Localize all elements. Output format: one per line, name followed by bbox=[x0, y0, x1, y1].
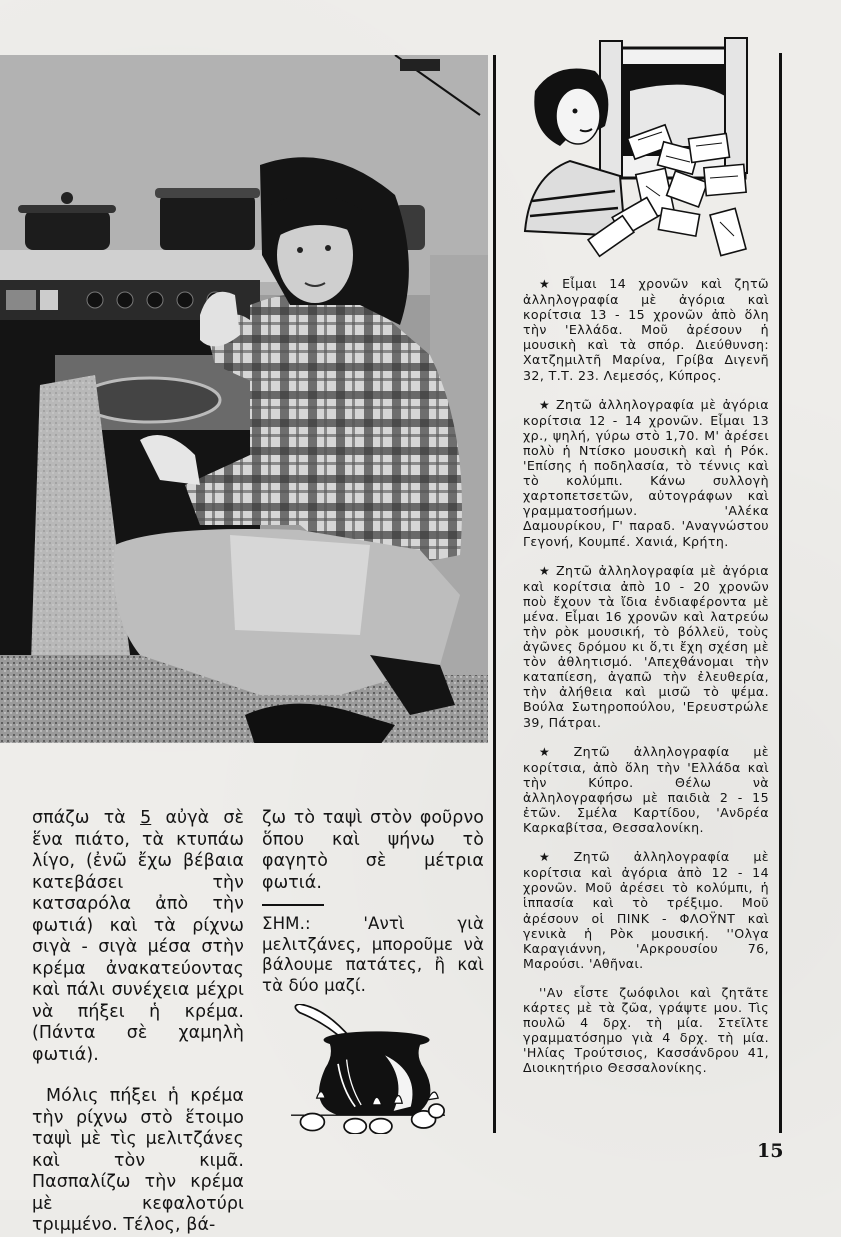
penpal-letter bbox=[523, 985, 769, 1076]
penpal-letter bbox=[523, 744, 769, 836]
star-icon: ★ bbox=[539, 744, 570, 759]
recipe-note bbox=[262, 914, 484, 996]
star-icon: ★ bbox=[539, 850, 570, 865]
letter-text: Ζητῶ ἀλληλογραφία μὲ κορίτσια καὶ ἀγόρια ἀπὸ 12 - 14 χρονῶν. Μοῦ ἀρέσει τὸ κολύμπι, ἡ ἱππασία καὶ τὸ τρέξιμο. Μοῦ ἀρέσουν οἱ ΠΙΝΚ - ΦΛΟΫΝΤ καὶ γενικὰ ἡ Ρὸκ μουσική. ''Ολγα Καραγιάννη, 'Αρκρουσίου 76, Μαρούσι. 'Αθῆναι. bbox=[523, 849, 769, 971]
cooking-pot-icon bbox=[278, 1004, 458, 1134]
star-icon: ★ bbox=[539, 397, 553, 412]
right-border-rule bbox=[779, 53, 782, 1133]
recipe-egg-count: 5 bbox=[140, 808, 152, 828]
note-separator bbox=[262, 904, 324, 906]
mailbox-illustration bbox=[520, 36, 765, 261]
letter-text: Εἶμαι 14 χρονῶν καὶ ζητῶ ἀλληλογραφία μὲ ἀγόρια καὶ κορίτσια 13 - 15 χρονῶν ἀπὸ ὅλη τὴν 'Ελλάδα. Μοῦ ἀρέσουν ἡ μουσικὴ καὶ τὰ σπόρ. Διεύθυνση: Χατζημιλτῆ Μαρίνα, Γρίβα Διγενῆ 32, Τ.Τ. 23. Λεμεσός, Κύπρος. bbox=[523, 276, 769, 383]
recipe-paragraph-3: ζω τὸ ταψὶ στὸν φοῦρνο ὅπου καὶ ψήνω τὸ φαγητὸ σὲ μέτρια φωτιά. bbox=[262, 808, 484, 893]
penpal-letter bbox=[523, 276, 769, 383]
letter-text: Ζητῶ ἀλληλογραφία μὲ ἀγόρια καὶ κορίτσια ἀπὸ 10 - 20 χρονῶν ποὺ ἔχουν τὰ ἴδια ἐνδιαφέροντα μὲ μένα. Εἶμαι 16 χρονῶν καὶ λατρεύω τὴν ρὸκ μουσική, τὸ βόλλεϋ, τοὺς ἀγῶνες δρόμου κι ὅ,τι ἔχη σχέση μὲ τὸν ἀθλητισμό. 'Απεχθάνομαι τὴν καταπίεση, ἀγαπῶ τὴν ἐλευθερία, τὴν ἀλήθεια καὶ μισῶ τὸ ψέμα. Βούλα Σωτηροπούλου, 'Ερευστρώλε 39, Πάτραι. bbox=[523, 562, 769, 730]
column-rule bbox=[493, 55, 496, 1133]
note-label: ΣΗΜ.: bbox=[262, 914, 311, 933]
letter-text: ''Αν εἶστε ζωόφιλοι καὶ ζητᾶτε κάρτες μὲ τὰ ζῶα, γράψτε μου. Τὶς πουλῶ 4 δρχ. τὴ μία. Στεῖλτε γραμματόσημο γιὰ 4 δρχ. τὴ μία. 'Ηλίας Τρούτσιος, Κασσάνδρου 41, Διοικητήριο Θεσσαλονίκης. bbox=[523, 984, 769, 1076]
letter-text: Ζητῶ ἀλληλογραφία μὲ ἀγόρια κορίτσια 12 - 14 χρονῶν. Εἶμαι 13 χρ., ψηλή, γύρω στὸ 1,70. Μ' ἀρέσει πολὺ ἡ Ντίσκο μουσικὴ καὶ ἡ Ρόκ. 'Επίσης ἡ ποδηλασία, τὸ τέννις καὶ τὸ κολύμπι. Κάνω συλλογὴ χαρτοπετσετῶν, αὐτογράφων καὶ γραμματοσήμων. 'Αλέκα Δαμουρίκου, Γ' παραδ. 'Αναγνώστου Γεγονή, Κουμπέ. Χανιά, Κρήτη. bbox=[523, 396, 769, 549]
penpal-letter bbox=[523, 397, 769, 549]
penpal-letter bbox=[523, 563, 769, 730]
letter-text: Ζητῶ ἀλληλογραφία μὲ κορίτσια, ἀπὸ ὅλη τὴν 'Ελλάδα καὶ τὴν Κύπρο. Θέλω νὰ ἀλληλογραφήσω μὲ παιδιὰ 2 - 15 ἐτῶν. Σμέλα Καρτίδου, 'Ανδρέα Καρκαβίτσα, Θεσσαλονίκη. bbox=[523, 743, 769, 836]
recipe-column-1 bbox=[32, 808, 244, 1237]
penpal-letter bbox=[523, 849, 769, 971]
recipe-paragraph-2: Μόλις πήξει ἡ κρέμα τὴν ρίχνω στὸ ἕτοιμο ταψὶ μὲ τὶς μελιτζάνες καὶ τὸν κιμᾶ. Πασπαλίζω τὴν κρέμα μὲ κεφαλοτύρι τριμμένο. Τέλος, βά- bbox=[32, 1086, 244, 1235]
page-number: 15 bbox=[757, 1140, 784, 1162]
mailbox-letters-icon bbox=[520, 36, 765, 261]
kitchen-photo bbox=[0, 55, 488, 743]
star-icon: ★ bbox=[539, 563, 553, 578]
recipe-paragraph-1 bbox=[32, 808, 244, 1066]
kitchen-photo-illustration bbox=[0, 55, 488, 743]
penpal-letters-column bbox=[523, 276, 769, 1090]
recipe-column-2 bbox=[262, 808, 484, 996]
note-text: 'Αντὶ γιὰ μελιτζάνες, μποροῦμε νὰ βάλουμε πατάτες, ἢ καὶ τὰ δύο μαζί. bbox=[262, 914, 484, 995]
cooking-pot-illustration bbox=[278, 1004, 458, 1134]
recipe-text: αὐγὰ σὲ ἕνα πιάτο, τὰ κτυπάω λίγο, (ἐνῶ ἔχω βέβαια κατεβάσει τὴν κατσαρόλα ἀπὸ τὴν φωτιά) καὶ τὰ ρίχνω σιγὰ - σιγὰ μέσα στὴν κρέμα ἀνακατεύοντας καὶ πάλι συνέχεια μέχρι νὰ πήξει ἡ κρέμα. (Πάντα σὲ χαμηλὴ φωτιά). bbox=[32, 808, 245, 1065]
recipe-text: σπάζω τὰ bbox=[32, 808, 141, 828]
star-icon: ★ bbox=[539, 277, 559, 291]
